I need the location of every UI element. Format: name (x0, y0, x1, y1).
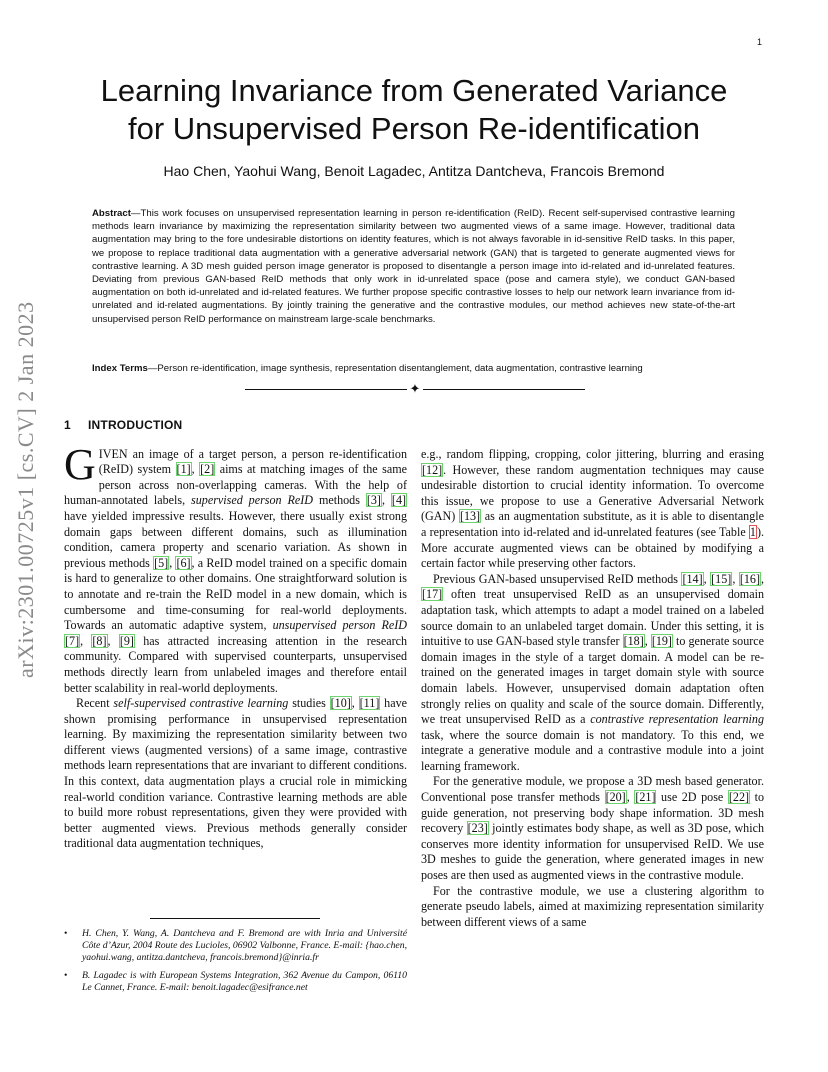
abstract-text: —This work focuses on unsupervised representation learning in person re-identification (ReID). Recent self-supervised contrastive learning methods learn invariance by maximizing the representation similarity between two augmented views of a same image. However, traditional data augmentation may bring to the fore undesirable distortions on identity features, which is not always favorable in id-sensitive ReID tasks. In this paper, we propose to replace traditional data augmentation with a generative adversarial network (GAN) that is targeted to generate augmented views for contrastive learning. A 3D mesh guided person image generator is proposed to disentangle a person image into id-related and id-unrelated features. Deviating from previous GAN-based ReID methods that only work in id-unrelated space (pose and camera style), we conduct GAN-based augmentation on both id-unrelated and id-related features. We further propose specific contrastive losses to help our network learn invariance from id-unrelated and id-related augmentations. By jointly training the generative and the contrastive modules, our method achieves new state-of-the-art unsupervised person ReID performance on mainstream large-scale benchmarks. (92, 208, 735, 325)
footnote-rule (150, 918, 320, 919)
citation-link[interactable]: [6] (176, 555, 191, 570)
citation-link[interactable]: [9] (119, 633, 134, 648)
divider-line-left (245, 389, 407, 390)
smallcaps-lead: IVEN (98, 446, 128, 461)
text-span: studies (288, 696, 330, 711)
page-number: 1 (757, 37, 763, 47)
section-heading-introduction (64, 418, 407, 434)
text-span: , (703, 571, 711, 586)
text-span: to generate source domain images in the style of a target domain. A model can be re-trained on the generated images in target domain style with source domain labels. However, unsupervised domain adaptation often strongly relies on quality and scale of the source domain. Differently, we treat unsupervised ReID as a (421, 634, 764, 727)
emphasis-text: self-supervised contrastive learning (113, 696, 289, 711)
table-ref-link[interactable]: 1 (749, 524, 756, 539)
citation-link[interactable]: [10] (330, 696, 351, 711)
text-span: an image of a target person, a person re-identification (ReID) system (98, 446, 407, 477)
footnote-item: • B. Lagadec is with European Systems Integration, 362 Avenue du Campon, 06110 Le Cannet, France. E-mail: benoit.lagadec@esifrance.net (64, 970, 407, 994)
text-span: For the contrastive module, we use a clustering algorithm to generate pseudo labels, aimed at maximizing representation similarity between different views of a same (421, 883, 764, 929)
citation-link[interactable]: [7] (65, 633, 80, 648)
divider-line-right (423, 389, 585, 390)
paragraph-right-3 (421, 774, 764, 883)
citation-link[interactable]: [16] (739, 571, 760, 586)
citation-link[interactable]: [1] (176, 462, 191, 477)
text-span: , (169, 555, 176, 570)
text-span: aims at matching images of the same person across non-overlapping cameras. With the help of human-annotated labels, (64, 462, 407, 508)
index-terms-label: Index Terms (92, 363, 148, 374)
text-span: have yielded impressive results. However, there usually exist strong domain gaps between different domains, such as illumination condition, camera property and scenario variation. As shown in previous methods (64, 508, 407, 570)
section-divider (245, 382, 585, 396)
citation-link[interactable]: [4] (391, 493, 407, 508)
right-column (421, 447, 764, 930)
index-terms (92, 362, 735, 375)
citation-link[interactable]: [21] (635, 790, 656, 805)
text-span: as an augmentation substitute, as it is able to disentangle a representation into id-related and id-unrelated features (see Table (421, 509, 765, 539)
paragraph-intro-1 (64, 439, 408, 697)
text-span: , (732, 571, 739, 586)
author-list: Hao Chen, Yaohui Wang, Benoit Lagadec, Antitza Dantcheva, Francois Bremond (163, 163, 665, 179)
citation-link[interactable]: [18] (623, 634, 644, 649)
paragraph-right-2 (421, 572, 764, 775)
left-column (64, 418, 407, 852)
emphasis-text: unsupervised person ReID (272, 618, 407, 633)
text-span: , a ReID model trained on a specific domain is hard to generalize to other domains. One straightforward solution is to annotate and re-train the ReID model in a new domain, which is cumbersome and time-consuming for real-world deployments. Towards an automatic adaptive system, (64, 555, 408, 633)
text-span: use 2D pose (656, 790, 728, 805)
title-line-2: for Unsupervised Person Re-identification (127, 111, 701, 146)
footnote-item: • H. Chen, Y. Wang, A. Dantcheva and F. Bremond are with Inria and Université Côte d’Azur, 2004 Route des Lucioles, 06902 Valbonne, France. E-mail: {hao.chen, yaohui.wang, antitza.dantcheva, francois.bremond}@inria.fr (64, 928, 407, 964)
text-span: , (107, 633, 119, 648)
text-span: , (351, 696, 359, 711)
text-span: ). More accurate augmented views can be obtained by modifying a certain factor while preserving other factors. (421, 524, 764, 571)
citation-link[interactable]: [8] (92, 633, 107, 648)
diamond-icon: ✦ (409, 381, 421, 396)
paragraph-intro-2 (64, 696, 407, 852)
citation-link[interactable]: [2] (200, 462, 215, 477)
text-span: Recent (76, 696, 114, 711)
citation-link[interactable]: [20] (605, 790, 626, 805)
emphasis-text: contrastive representation learning (590, 712, 764, 727)
abstract-label: Abstract (92, 208, 131, 219)
text-span: task, where the source domain is not mandatory. To this end, we integrate a generative module and a contrastive module into a joint learning framework. (421, 727, 764, 773)
citation-link[interactable]: [13] (459, 509, 481, 524)
drop-cap: G (64, 439, 96, 489)
text-span: . However, these random augmentation techniques may cause undesirable distortion to crucial identity information. To overcome this issue, we propose to use a Generative Adversarial Network (GAN) (421, 462, 764, 524)
text-span: Previous GAN-based unsupervised ReID methods (433, 571, 682, 586)
citation-link[interactable]: [14] (682, 571, 703, 586)
text-span: often treat unsupervised ReID as an unsupervised domain adaptation task, which attempts to adapt a model trained on a labeled source domain to an unlabeled target domain. Under this setting, it is intuitive to use GAN-based style transfer (421, 587, 764, 649)
emphasis-text: supervised person ReID (191, 493, 314, 508)
section-number: 1 (64, 418, 71, 432)
text-span: For the generative module, we propose a 3D mesh based generator. Conventional pose transfer methods (421, 774, 764, 805)
paragraph-right-4 (421, 884, 764, 931)
citation-link[interactable]: [23] (467, 821, 488, 836)
index-terms-text: —Person re-identification, image synthesis, representation disentanglement, data augmentation, contrastive learning (147, 363, 643, 374)
text-span: , (760, 571, 765, 586)
text-span: , (80, 633, 92, 648)
text-span: methods (313, 493, 366, 508)
abstract (92, 207, 735, 326)
text-span: have shown promising performance in unsupervised representation learning. By maximizing the representation similarity between two different views (augmented versions) of a same image, contrastive methods learn representations that are invariant to different conditions. In this context, data augmentation plays a crucial role in mimicking real-world condition variance. Contrastive learning methods are able to build more robust representations, given they were provided with better augmented views. Previous methods generally consider traditional data augmentation techniques, (64, 696, 408, 851)
section-title-rest: NTRODUCTION (91, 418, 183, 432)
text-span: jointly estimates body shape, as well as 3D pose, which conserves more identity information for unsupervised ReID. We use 3D meshes to guide the generation, where generated images in new poses are then used as augmented views in the contrastive module. (421, 821, 764, 883)
text-span: , (644, 634, 651, 649)
citation-link[interactable]: [12] (422, 462, 443, 477)
citation-link[interactable]: [17] (422, 587, 443, 602)
citation-link[interactable]: [15] (711, 571, 732, 586)
title-line-1: Learning Invariance from Generated Variance (100, 73, 728, 108)
paper-title (60, 72, 768, 148)
arxiv-stamp[interactable]: arXiv:2301.00725v1 [cs.CV] 2 Jan 2023 (13, 301, 38, 679)
citation-link[interactable]: [11] (359, 696, 380, 711)
citation-link[interactable]: [5] (154, 555, 169, 570)
citation-link[interactable]: [22] (728, 790, 750, 805)
text-span: e.g., random flipping, cropping, color jittering, blurring and erasing (421, 447, 764, 461)
paragraph-right-1 (421, 447, 764, 572)
citation-link[interactable]: [3] (366, 493, 381, 508)
text-span: , (381, 493, 391, 508)
text-span: to guide generation, not preserving body shape information. 3D mesh recovery (421, 790, 765, 836)
text-span: , (191, 462, 200, 477)
footnotes (64, 928, 407, 1000)
citation-link[interactable]: [19] (651, 634, 672, 649)
text-span: has attracted increasing attention in the research community. Compared with supervised counterparts, unsupervised methods directly learn from unlabeled images and therefore entail better scalability in real-world deployments. (64, 633, 408, 695)
text-span: , (626, 790, 635, 805)
section-title-first: I (88, 418, 92, 432)
